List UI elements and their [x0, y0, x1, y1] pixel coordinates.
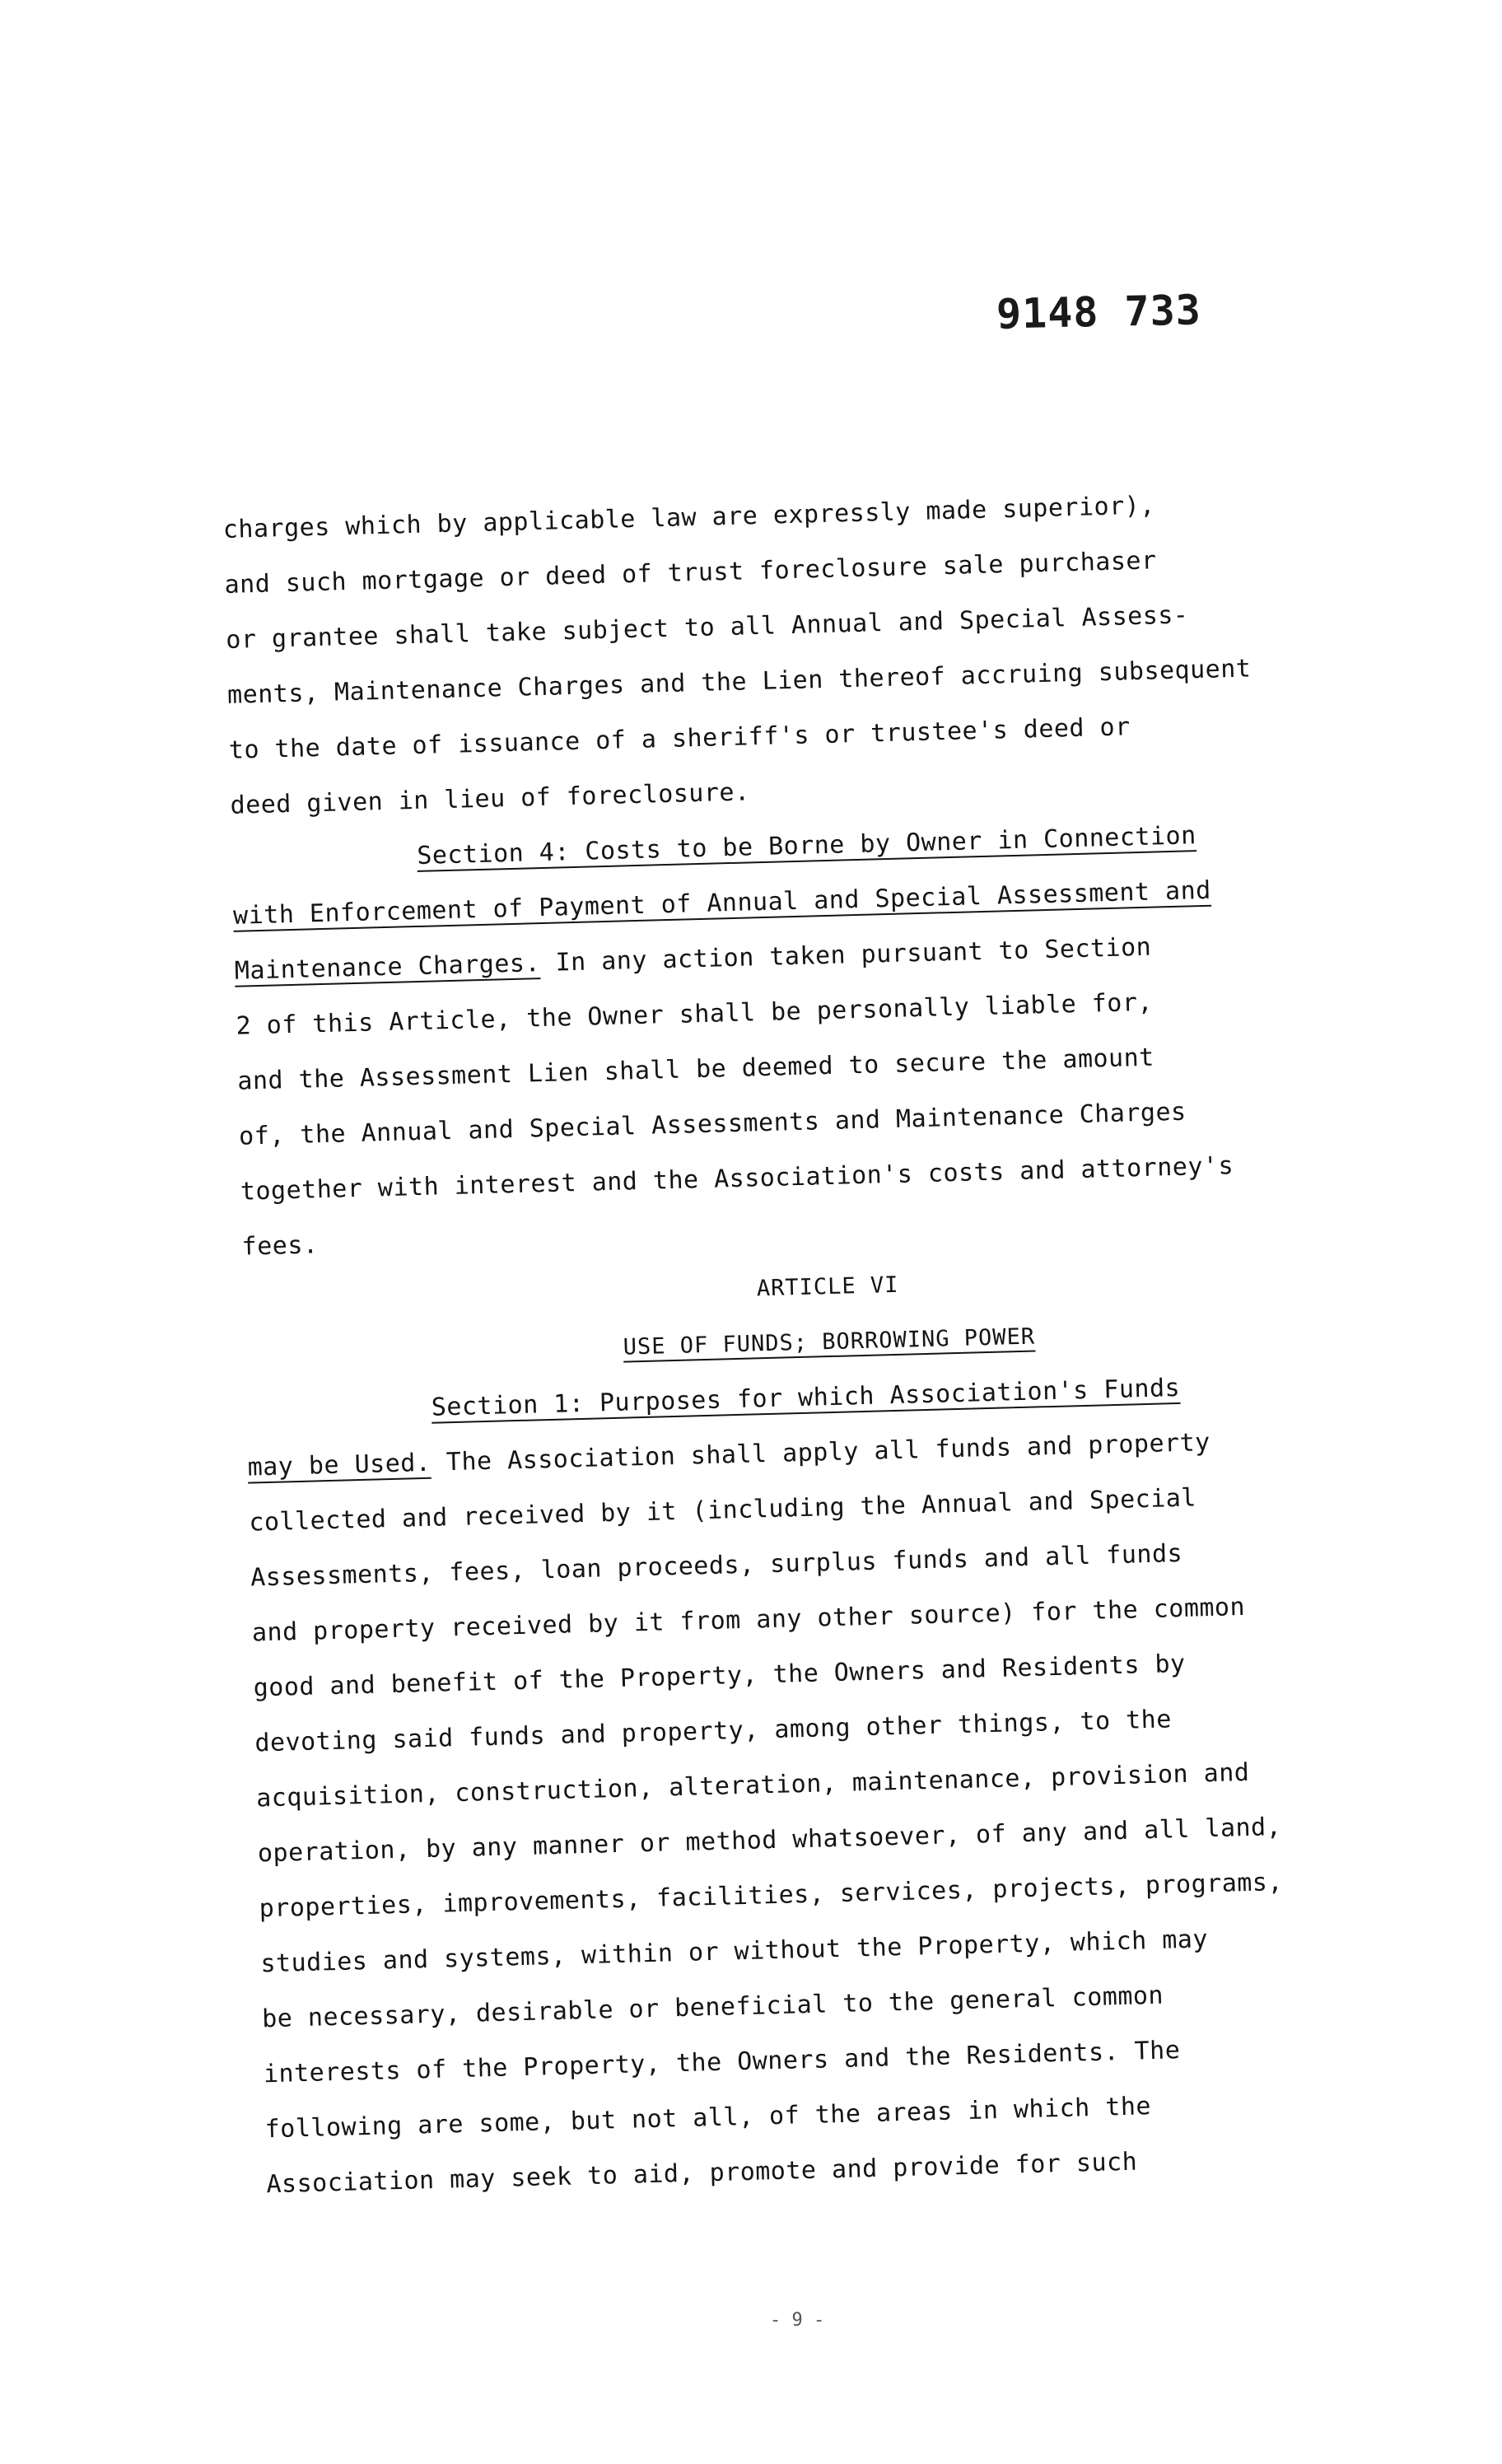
text-line: interests of the Property, the Owners and the Residents. The — [263, 2036, 1181, 2089]
page-number: - 9 - — [770, 2310, 825, 2331]
text-line: Association may seek to aid, promote and provide for such — [266, 2147, 1138, 2200]
text-line: devoting said funds and property, among other things, to the — [254, 1705, 1173, 1758]
article-subtitle-text: USE OF FUNDS; BORROWING POWER — [623, 1323, 1036, 1360]
text-line: be necessary, desirable or beneficial to the general common — [261, 1981, 1164, 2034]
text-line: ments, Maintenance Charges and the Lien thereof accruing subsequent — [226, 654, 1252, 710]
text-line: good and benefit of the Property, the Owners and Residents by — [253, 1649, 1187, 1703]
text-line: acquisition, construction, alteration, maintenance, provision and — [255, 1757, 1250, 1813]
text-line: to the date of issuance of a sheriff's or trustee's deed or — [228, 712, 1131, 765]
text-line: and such mortgage or deed of trust foreclosure sale purchaser — [224, 546, 1157, 600]
text-line: deed given in lieu of foreclosure. — [230, 777, 750, 820]
text-line: operation, by any manner or method whatsoever, of any and all land, — [257, 1812, 1282, 1869]
section-4-text: In any action taken pursuant to Section — [539, 932, 1152, 978]
section-4-heading-text: with Enforcement of Payment of Annual and Special Assessment and — [232, 875, 1212, 931]
section-1-text: The Association shall apply all funds and property — [430, 1427, 1211, 1477]
document-body — [222, 472, 1436, 2212]
text-line: and property received by it from any other source) for the common — [251, 1592, 1246, 1648]
text-line: of, the Annual and Special Assessments and Maintenance Charges — [238, 1097, 1187, 1151]
text-line: fees. — [241, 1230, 319, 1262]
book-page-stamp: 9148 733 — [996, 286, 1202, 338]
section-1-heading-text: may be Used. — [247, 1448, 431, 1482]
section-1-heading-text: Section 1: Purposes for which Association's Funds — [431, 1373, 1181, 1422]
section-4-heading-text: Section 4: Costs to be Borne by Owner in Connection — [416, 821, 1197, 870]
text-line: following are some, but not all, of the areas in which the — [264, 2092, 1152, 2144]
text-line: collected and received by it (including the Annual and Special — [248, 1483, 1197, 1538]
text-line: studies and systems, within or without the Property, which may — [260, 1925, 1209, 1979]
text-line: charges which by applicable law are expressly made superior), — [222, 491, 1156, 544]
text-line: or grantee shall take subject to all Annual and Special Assess- — [225, 600, 1189, 655]
section-4-heading-text: Maintenance Charges. — [234, 949, 541, 986]
text-line: properties, improvements, facilities, services, projects, programs, — [259, 1867, 1284, 1924]
text-line: Assessments, fees, loan proceeds, surplus funds and all funds — [250, 1538, 1183, 1593]
text-line: together with interest and the Association's costs and attorney's — [240, 1151, 1234, 1206]
text-line: 2 of this Article, the Owner shall be personally liable for, — [236, 987, 1154, 1041]
article-title: ARTICLE VI — [756, 1272, 899, 1302]
text-line: and the Assessment Lien shall be deemed to secure the amount — [236, 1043, 1155, 1096]
